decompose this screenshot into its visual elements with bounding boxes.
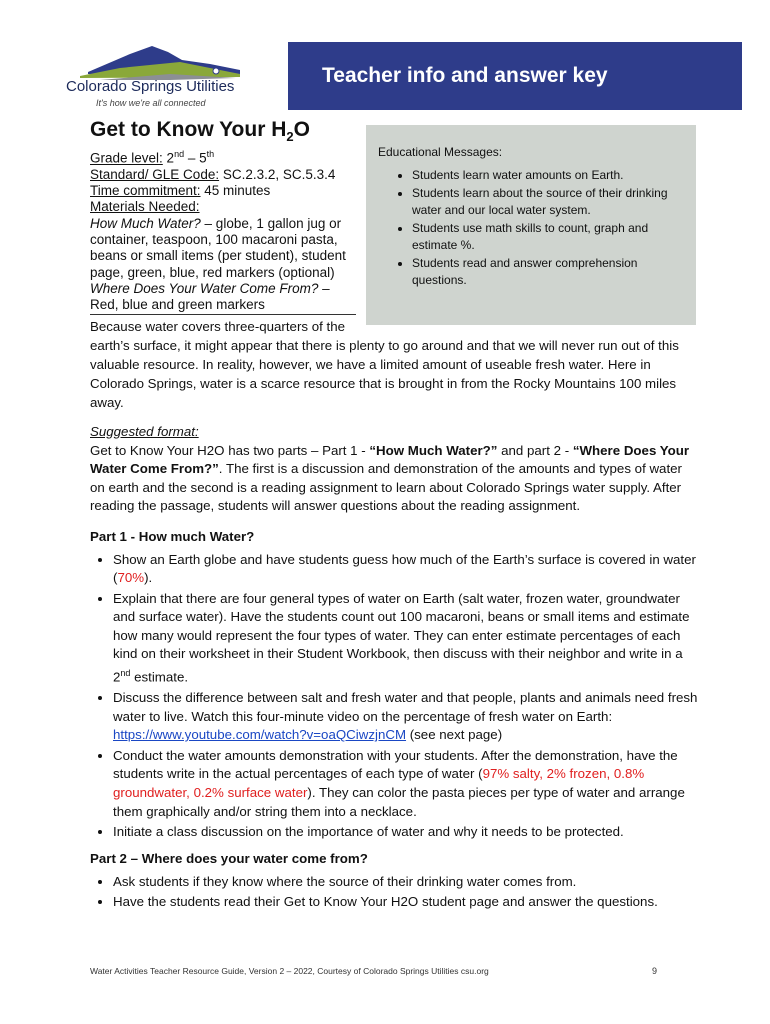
part2-section: [90, 850, 700, 914]
standard-code: Standard/ GLE Code: SC.2.3.2, SC.5.3.4: [90, 166, 336, 182]
list-item: • Show an Earth globe and have students guess how much of the Earth’s surface is covered in water (70%).: [113, 551, 700, 588]
part1-section: [90, 528, 700, 844]
message-item: • Students learn water amounts on Earth.: [412, 167, 686, 185]
grade-level: Grade level: 2nd – 5th: [90, 149, 215, 166]
divider: [90, 314, 356, 315]
time-commitment: Time commitment: 45 minutes: [90, 183, 271, 199]
part1-heading: Part 1 - How much Water?: [90, 529, 255, 544]
intro-paragraph: Because water covers three-quarters of the earth’s surface, it might appear that there is plenty to go around and that we will never run out of this valuable resource. In reality, however, we have a limited amount of useable fresh water. Here in Colorado Springs, water is a scarce resource that is brought in from the Rocky Mountains 100 miles away.: [90, 319, 679, 410]
page-banner: Teacher info and answer key: [288, 42, 742, 110]
lesson-meta: [90, 146, 360, 313]
list-item: • Conduct the water amounts demonstration with your students. After the demonstration, have the students write in the actual percentages of each type of water (97% salty, 2% frozen, 0.8% groundwater, 0.2% surface water). They can color the pasta pieces per type of water and arrange them graphically and/or string them into a necklace.: [113, 747, 700, 821]
part2-heading: Part 2 – Where does your water come from?: [90, 851, 368, 866]
video-link[interactable]: https://www.youtube.com/watch?v=oaQCiwzjnCM: [113, 727, 407, 743]
page-footer: Water Activities Teacher Resource Guide, Version 2 – 2022, Courtesy of Colorado Springs Utilities csu.org: [90, 966, 489, 976]
list-item: • Have the students read their Get to Know Your H2O student page and answer the questions.: [113, 893, 700, 912]
educational-messages-list: [378, 167, 686, 290]
part2-list: [90, 873, 700, 912]
educational-messages-box: [366, 125, 696, 325]
page-number: 9: [652, 966, 658, 976]
message-item: • Students use math skills to count, graph and estimate %.: [412, 220, 686, 255]
logo-name: Colorado Springs Utilities: [66, 78, 235, 95]
suggested-format: [90, 423, 700, 516]
message-item: • Students learn about the source of their drinking water and our local water system.: [412, 185, 686, 220]
list-item: • Explain that there are four general types of water on Earth (salt water, frozen water, groundwater and surface water). Have the students count out 100 macaroni, beans or small items and estimate how many would represent the four types of water. They can enter estimate percentages of each kind on their worksheet in their Student Workbook, then discuss with their neighbor and write in a 2nd estimate.: [113, 590, 700, 687]
materials-part1: How Much Water? – globe, 1 gallon jug or container, teaspoon, 100 macaroni pasta, beans or small items (per student), student page, green, blue, red markers (optional): [90, 215, 346, 280]
materials-heading: Materials Needed:: [90, 199, 200, 215]
educational-messages-heading: Educational Messages:: [378, 145, 503, 159]
suggested-format-text: Get to Know Your H2O has two parts – Part 1 - “How Much Water?” and part 2 - “Where Does Your Water Come From?”. The first is a discussion and demonstration of the amounts and types of water on earth and the second is a reading assignment to learn about Colorado Springs water supply. After reading the passage, students will answer questions about the reading assignment.: [90, 442, 690, 513]
suggested-format-heading: Suggested format:: [90, 424, 199, 439]
list-item: • Initiate a class discussion on the importance of water and why it needs to be protected.: [113, 823, 700, 842]
materials-part2: Where Does Your Water Come From? – Red, blue and green markers: [90, 280, 330, 313]
list-item: • Discuss the difference between salt and fresh water and that people, plants and animals need fresh water to live. Watch this four-minute video on the percentage of fresh water on Earth: https://www.youtube.com/watch?v=oaQCiwzjnCM (see next page): [113, 689, 700, 745]
part1-list: [90, 551, 700, 842]
list-item: • Ask students if they know where the source of their drinking water comes from.: [113, 873, 700, 892]
message-item: • Students read and answer comprehension questions.: [412, 255, 686, 290]
page-title: Get to Know Your $H_2O$: [90, 118, 310, 145]
logo-tagline: It's how we're all connected: [96, 98, 206, 108]
